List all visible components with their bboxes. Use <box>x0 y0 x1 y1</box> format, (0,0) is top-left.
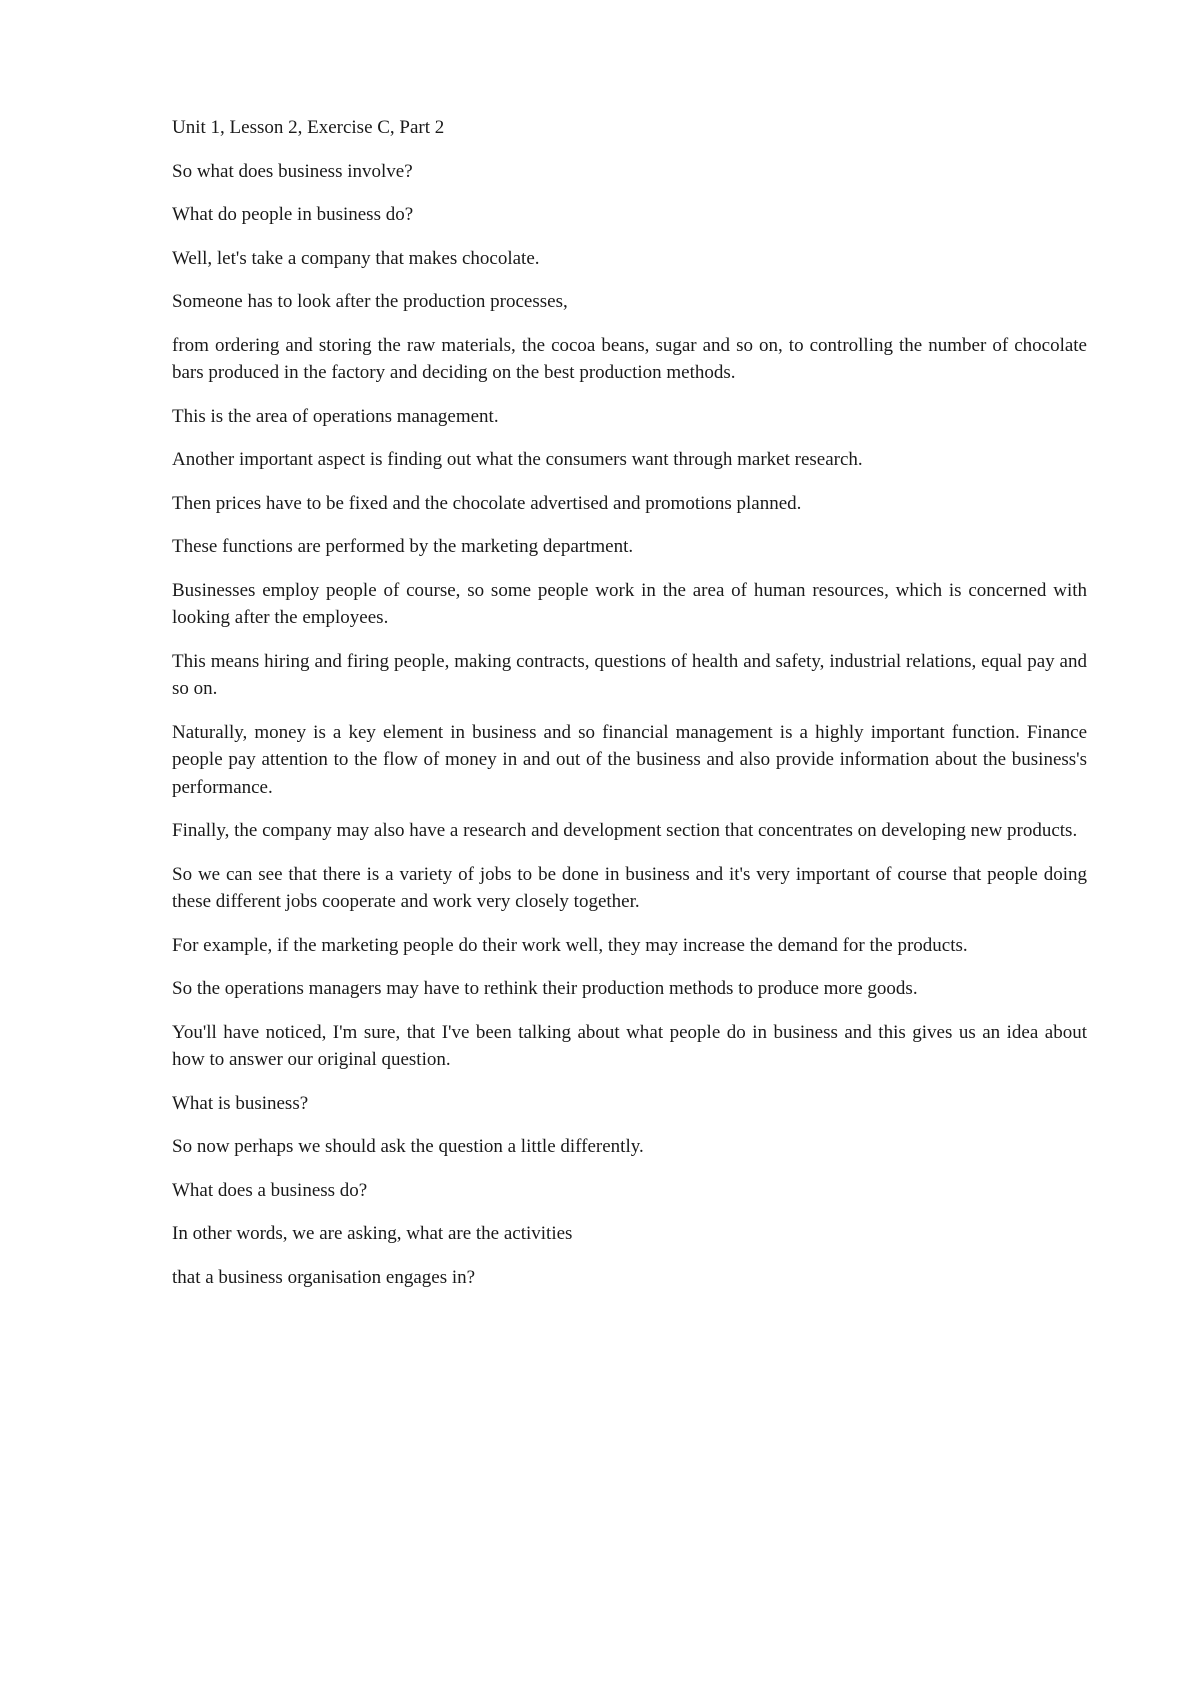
document-page <box>172 114 1087 1307</box>
paragraph: In other words, we are asking, what are the activities <box>172 1223 573 1244</box>
paragraph: For example, if the marketing people do their work well, they may increase the demand for the products. <box>172 934 968 956</box>
paragraph: So we can see that there is a variety of jobs to be done in business and it's very important of course that people doing these different jobs cooperate and work very closely together. <box>172 863 1087 912</box>
paragraph: What is business? <box>172 1092 309 1114</box>
paragraph: What does a business do? <box>172 1179 368 1201</box>
paragraph: This means hiring and firing people, making contracts, questions of health and safety, industrial relations, equal pay and so on. <box>172 650 1087 699</box>
document-title: Unit 1, Lesson 2, Exercise C, Part 2 <box>172 117 445 138</box>
paragraph: So the operations managers may have to rethink their production methods to produce more goods. <box>172 978 918 999</box>
paragraph: Another important aspect is finding out what the consumers want through market research. <box>172 449 863 470</box>
paragraph: from ordering and storing the raw materials, the cocoa beans, sugar and so on, to controlling the number of chocolate bars produced in the factory and deciding on the best production methods. <box>172 334 1087 383</box>
paragraph: Businesses employ people of course, so some people work in the area of human resources, which is concerned with looking after the employees. <box>172 579 1087 628</box>
paragraph: So what does business involve? <box>172 160 413 182</box>
paragraph: Naturally, money is a key element in business and so financial management is a highly important function. Finance people pay attention to the flow of money in and out of the business and also provide information about the business's performance. <box>172 721 1087 798</box>
paragraph: Finally, the company may also have a research and development section that concentrates on developing new products. <box>172 820 1078 841</box>
paragraph: Well, let's take a company that makes chocolate. <box>172 247 540 269</box>
paragraph: These functions are performed by the marketing department. <box>172 536 634 557</box>
paragraph: What do people in business do? <box>172 204 414 225</box>
paragraph: This is the area of operations management. <box>172 405 499 427</box>
paragraph: Someone has to look after the production processes, <box>172 291 568 312</box>
paragraph: that a business organisation engages in? <box>172 1266 476 1288</box>
paragraph: You'll have noticed, I'm sure, that I've been talking about what people do in business and this gives us an idea about how to answer our original question. <box>172 1021 1087 1070</box>
paragraph: So now perhaps we should ask the question a little differently. <box>172 1136 644 1157</box>
paragraph: Then prices have to be fixed and the chocolate advertised and promotions planned. <box>172 492 802 514</box>
